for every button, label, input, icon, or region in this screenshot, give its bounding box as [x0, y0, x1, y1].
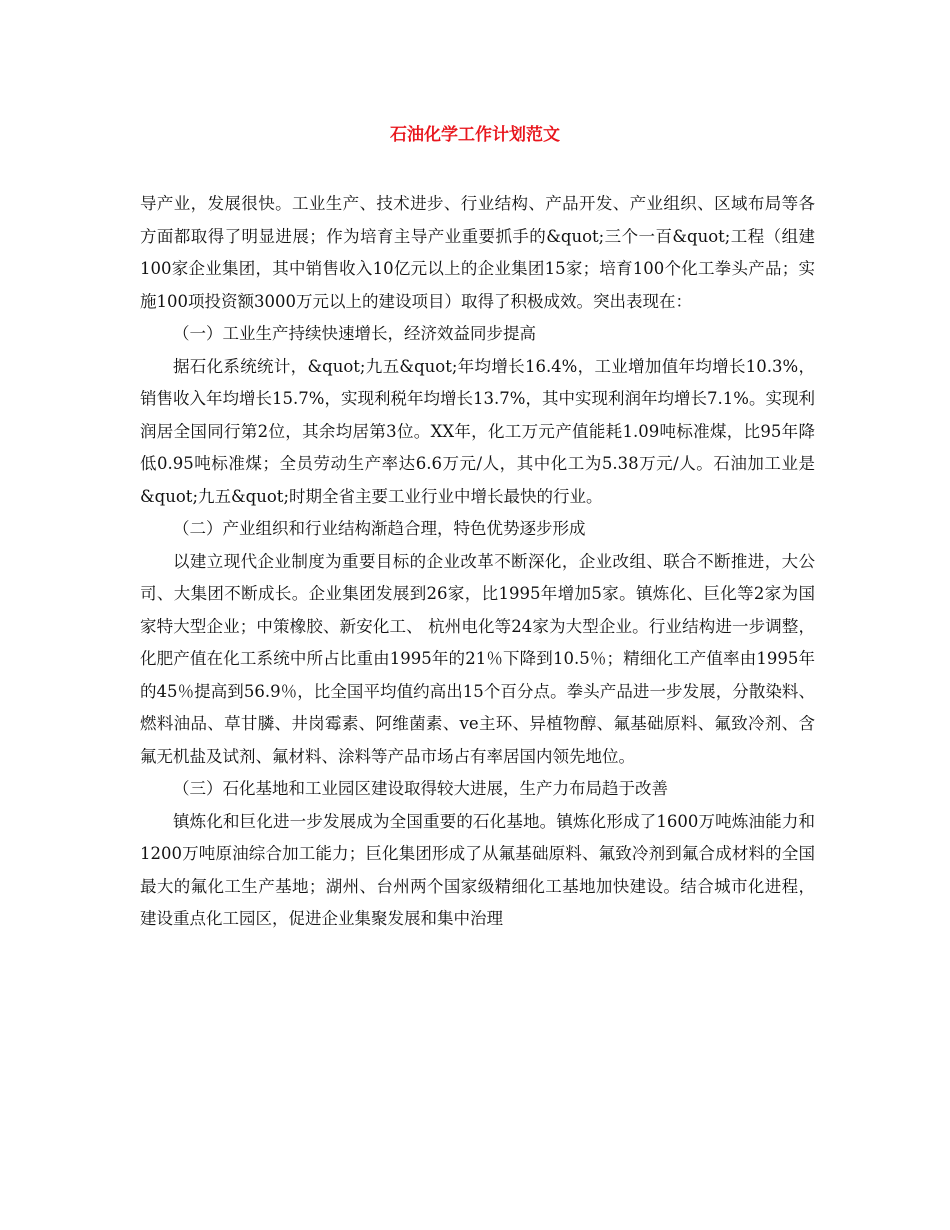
paragraph-intro: 导产业，发展很快。工业生产、技术进步、行业结构、产品开发、产业组织、区域布局等各方面都取得了明显进展；作为培育主导产业重要抓手的&quot;三个一百&quot;工程（组建100家企业集团，其中销售收入10亿元以上的企业集团15家；培育100个化工拳头产品；实施100项投资额3000万元以上的建设项目）取得了积极成效。突出表现在： [140, 194, 815, 311]
paragraph-section-2: 以建立现代企业制度为重要目标的企业改革不断深化，企业改组、联合不断推进，大公司、大集团不断成长。企业集团发展到26家，比1995年增加5家。镇炼化、巨化等2家为国家特大型企业；中策橡胶、新安化工、 杭州电化等24家为大型企业。行业结构进一步调整，化肥产值在化工系统中所占比重由1995年的21％下降到10.5％；精细化工产值率由1995年的45％提高到56.9％，比全国平均值约高出15个百分点。拳头产品进一步发展，分散染料、燃料油品、草甘膦、井岗霉素、阿维菌素、ve主环、异植物醇、氟基础原料、氟致冷剂、含氟无机盐及试剂、氟材料、涂料等产品市场占有率居国内领先地位。 [140, 551, 815, 766]
section-heading-2: （二）产业组织和行业结构渐趋合理，特色优势逐步形成 [173, 519, 586, 538]
paragraph-section-3: 镇炼化和巨化进一步发展成为全国重要的石化基地。镇炼化形成了1600万吨炼油能力和1200万吨原油综合加工能力；巨化集团形成了从氟基础原料、氟致冷剂到氟合成材料的全国最大的氟化工生产基地；湖州、台州两个国家级精细化工基地加快建设。结合城市化进程，建设重点化工园区，促进企业集聚发展和集中治理 [140, 811, 815, 928]
paragraph-section-1: 据石化系统统计，&quot;九五&quot;年均增长16.4%，工业增加值年均增长10.3%，销售收入年均增长15.7%，实现利税年均增长13.7%，其中实现利润年均增长7.1%。实现利润居全国同行第2位，其余均居第3位。XX年，化工万元产值能耗1.09吨标准煤，比95年降低0.95吨标准煤；全员劳动生产率达6.6万元/人，其中化工为5.38万元/人。石油加工业是&quot;九五&quot;时期全省主要工业行业中增长最快的行业。 [140, 356, 815, 506]
document-body [140, 188, 815, 936]
section-heading-1: （一）工业生产持续快速增长，经济效益同步提高 [173, 324, 536, 343]
section-heading-3: （三）石化基地和工业园区建设取得较大进展，生产力布局趋于改善 [173, 779, 668, 798]
document-title: 石油化学工作计划范文 [390, 125, 560, 145]
